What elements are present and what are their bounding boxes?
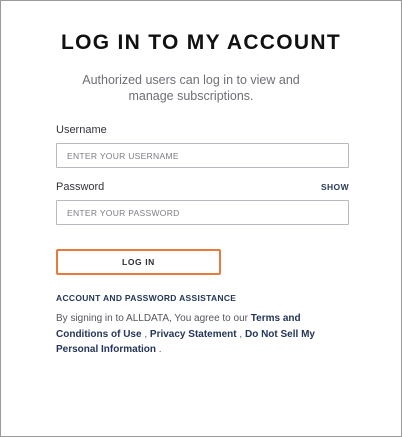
page-subtitle: Authorized users can log in to view and manage subscriptions. (82, 73, 300, 103)
show-password-toggle[interactable]: SHOW (320, 182, 349, 192)
legal-separator: , (236, 328, 245, 340)
password-label: Password (56, 181, 105, 193)
password-input[interactable] (56, 200, 349, 225)
legal-separator: , (141, 328, 150, 340)
login-button[interactable]: LOG IN (56, 249, 221, 275)
username-input[interactable] (56, 143, 349, 168)
terms-link[interactable]: Terms and Conditions of Use (56, 313, 301, 340)
username-label: Username (56, 124, 107, 136)
do-not-sell-link[interactable]: Do Not Sell My Personal Information (56, 328, 315, 355)
legal-notice (56, 311, 351, 358)
legal-suffix: . (156, 344, 162, 355)
account-password-assistance-link[interactable]: ACCOUNT AND PASSWORD ASSISTANCE (56, 293, 237, 303)
privacy-link[interactable]: Privacy Statement (149, 328, 237, 340)
page-title: LOG IN TO MY ACCOUNT (61, 31, 341, 54)
legal-prefix: By signing in to ALLDATA, You agree to our (56, 313, 251, 324)
